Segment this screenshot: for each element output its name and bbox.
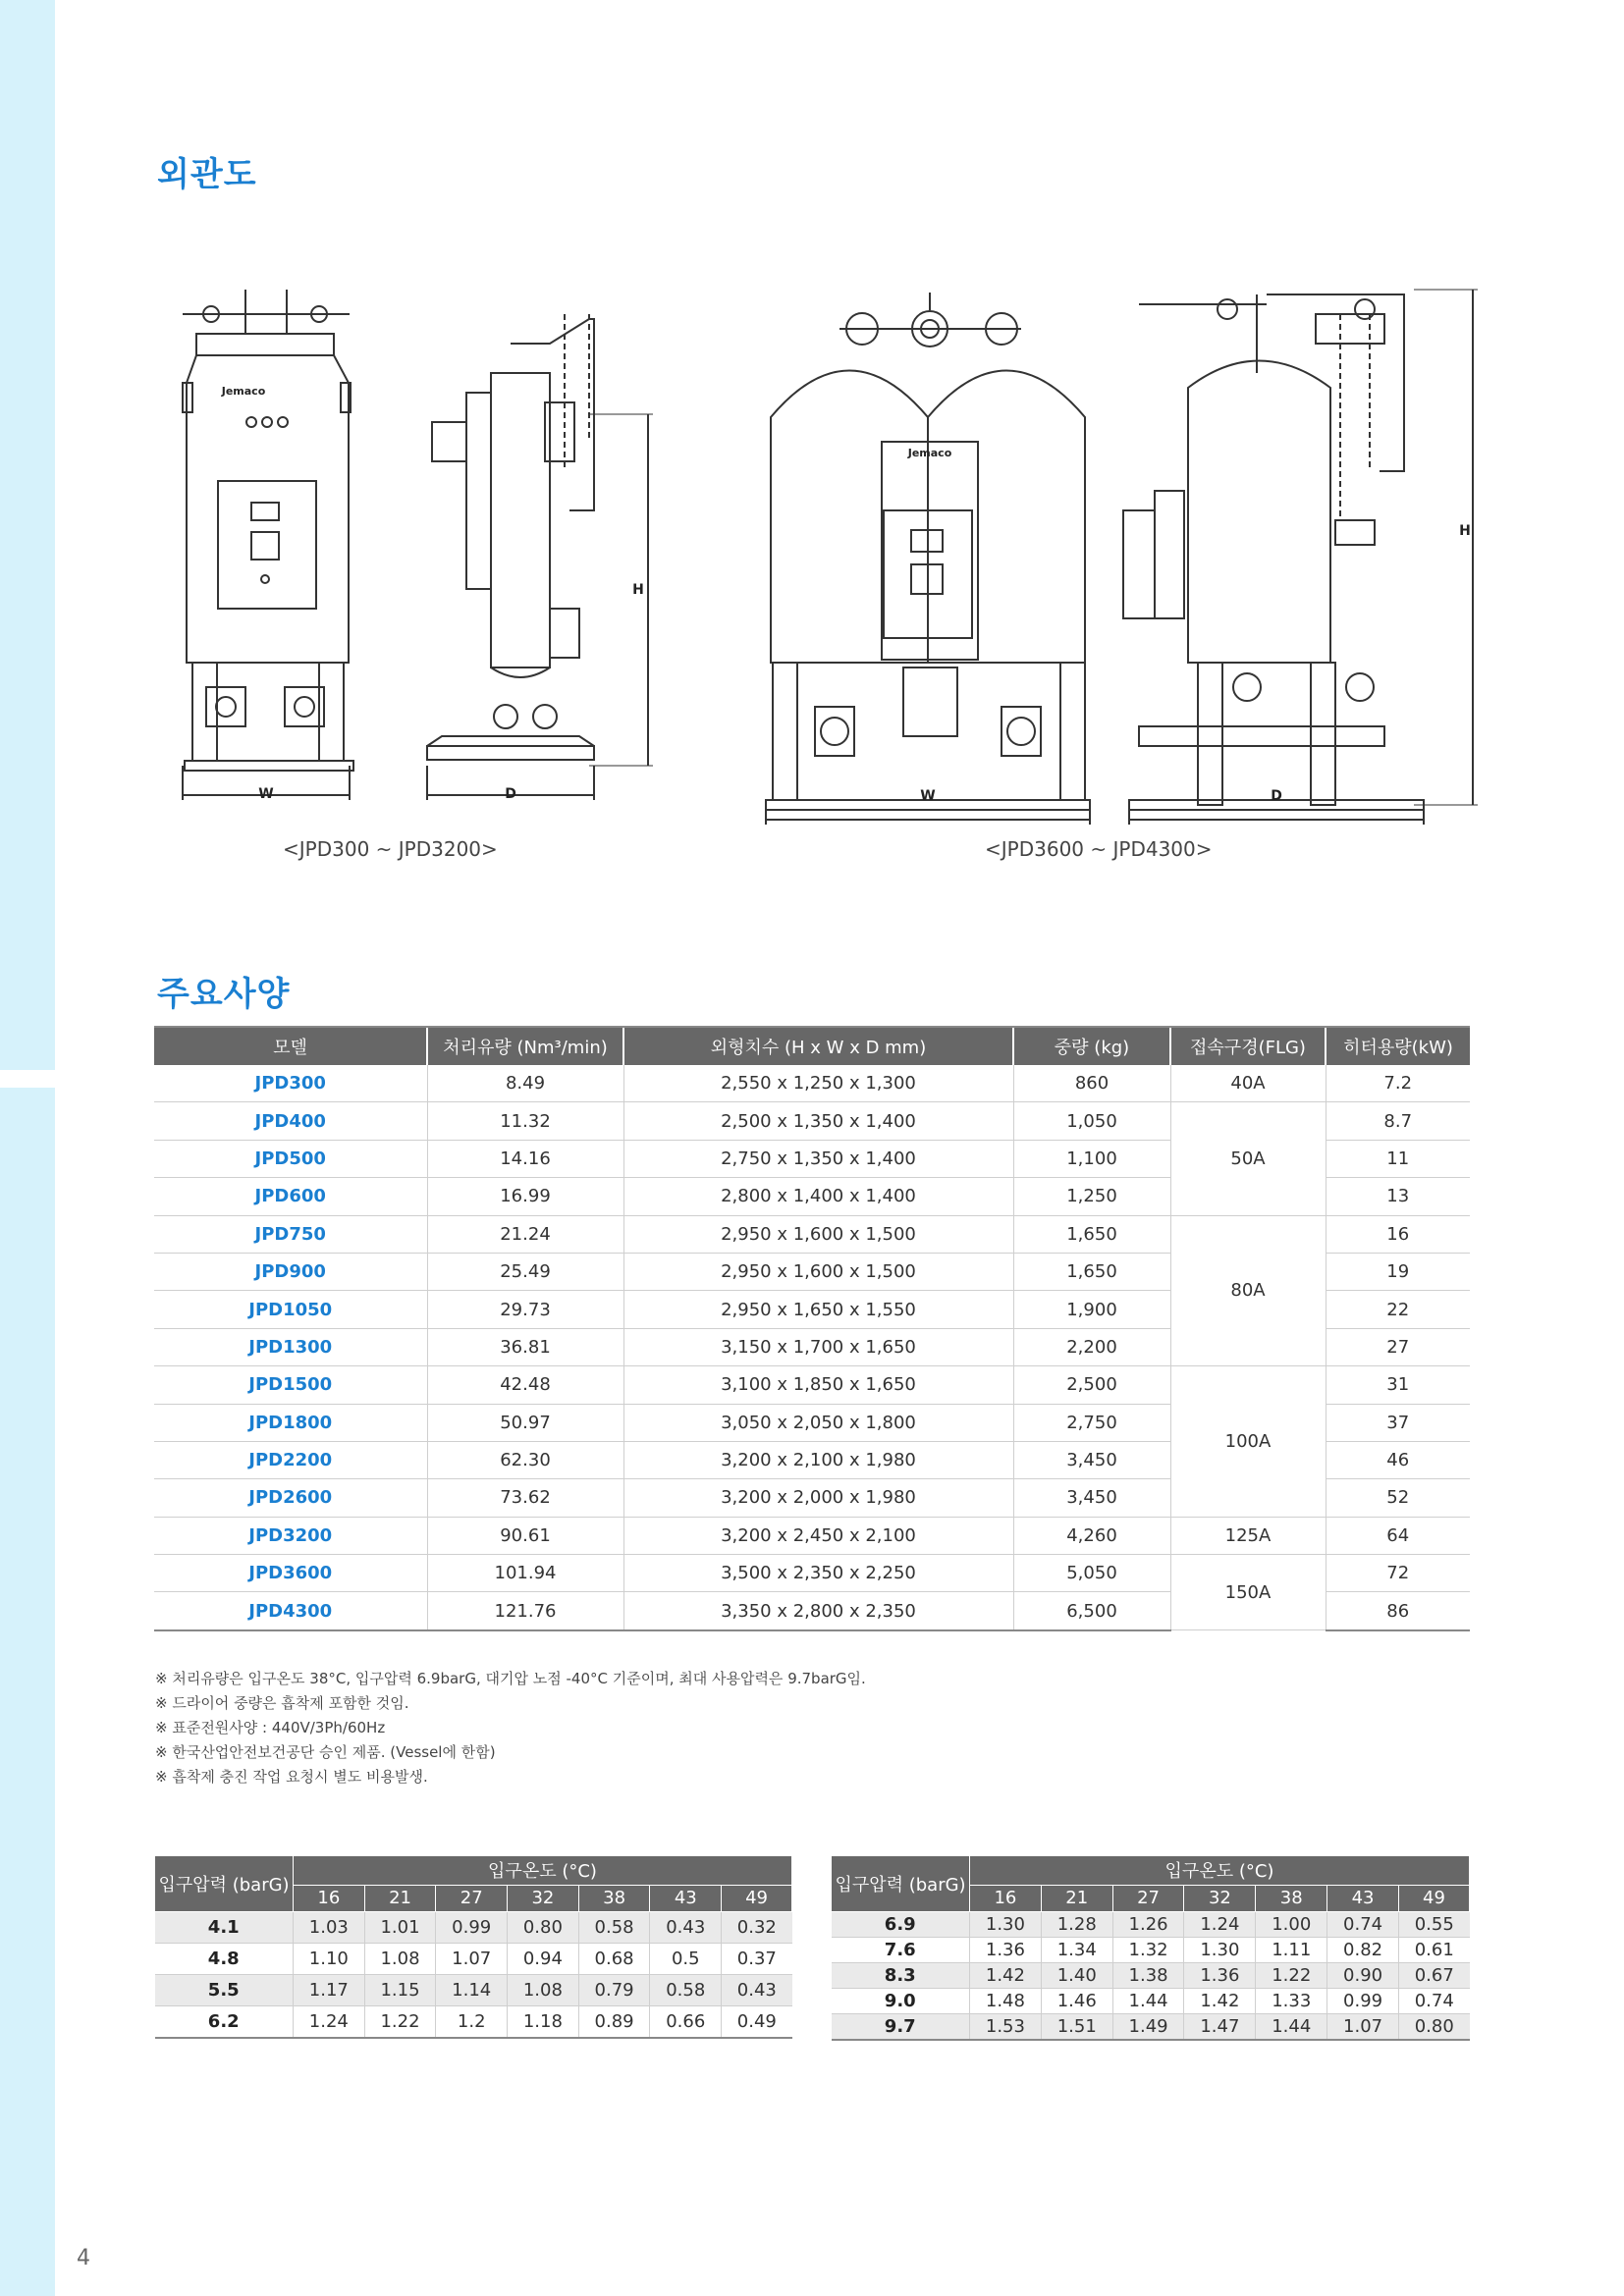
correction-factor: 0.32 — [722, 1912, 792, 1944]
spec-table-body — [154, 1065, 1470, 1630]
note-line: ※ 드라이어 중량은 흡착제 포함한 것임. — [155, 1694, 409, 1712]
brand-label-large: Jemaco — [907, 447, 952, 459]
model-cell: JPD2200 — [154, 1441, 427, 1478]
flow-cell: 11.32 — [427, 1102, 623, 1140]
label-w-large: W — [920, 788, 936, 804]
small-model-caption: <JPD300 ~ JPD3200> — [283, 837, 498, 861]
table-row — [832, 1989, 1470, 2014]
header-flow: 처리유량 (Nm³/min) — [427, 1027, 623, 1065]
pressure-value: 6.2 — [155, 2006, 294, 2039]
correction-factor: 1.00 — [1256, 1912, 1327, 1938]
sidebar-band-bottom — [0, 1088, 55, 2296]
pressure-value: 4.1 — [155, 1912, 294, 1944]
pressure-value: 5.5 — [155, 1975, 294, 2006]
correction-factor: 1.46 — [1041, 1989, 1112, 2014]
correction-factor: 1.30 — [970, 1912, 1042, 1938]
correction-factor: 0.49 — [722, 2006, 792, 2039]
flange-cell: 125A — [1170, 1517, 1326, 1554]
model-cell: JPD3600 — [154, 1555, 427, 1592]
correction-factor: 1.22 — [1256, 1963, 1327, 1989]
flange-cell: 80A — [1170, 1215, 1326, 1366]
correction-factor: 1.18 — [508, 2006, 579, 2039]
correction-factor: 0.58 — [650, 1975, 722, 2006]
model-cell: JPD300 — [154, 1065, 427, 1102]
flow-cell: 14.16 — [427, 1140, 623, 1177]
flow-cell: 90.61 — [427, 1517, 623, 1554]
table-row — [155, 1912, 792, 1944]
correction-factor: 0.74 — [1327, 1912, 1399, 1938]
temperature-column: 16 — [294, 1885, 365, 1911]
heater-cell: 52 — [1326, 1479, 1470, 1517]
dimensions-cell: 2,550 x 1,250 x 1,300 — [623, 1065, 1013, 1102]
table-row — [154, 1215, 1470, 1253]
correction-factor: 0.94 — [508, 1944, 579, 1975]
flow-cell: 16.99 — [427, 1178, 623, 1215]
pressure-value: 9.0 — [832, 1989, 970, 2014]
weight-cell: 2,750 — [1013, 1404, 1170, 1441]
temperature-header: 입구온도 (°C) — [294, 1856, 792, 1886]
table-row — [155, 1975, 792, 2006]
brand-label-small: Jemaco — [221, 385, 266, 398]
correction-factor: 1.51 — [1041, 2014, 1112, 2041]
heater-cell: 31 — [1326, 1366, 1470, 1404]
flange-cell: 100A — [1170, 1366, 1326, 1518]
note-line: ※ 한국산업안전보건공단 승인 제품. (Vessel에 한함) — [155, 1743, 496, 1761]
correction-factor: 1.36 — [1184, 1963, 1256, 1989]
correction-factor: 0.90 — [1327, 1963, 1399, 1989]
table-row — [154, 1065, 1470, 1102]
weight-cell: 1,650 — [1013, 1253, 1170, 1290]
temperature-column: 49 — [1398, 1885, 1469, 1911]
table-row — [832, 2014, 1470, 2041]
pressure-value: 4.8 — [155, 1944, 294, 1975]
temperature-column: 49 — [722, 1885, 792, 1911]
correction-factor: 0.74 — [1398, 1989, 1469, 2014]
heater-cell: 72 — [1326, 1555, 1470, 1592]
dimensions-cell: 3,500 x 2,350 x 2,250 — [623, 1555, 1013, 1592]
pressure-header: 입구압력 (barG) — [832, 1856, 970, 1912]
pressure-correction-table-low — [154, 1855, 792, 2039]
model-cell: JPD500 — [154, 1140, 427, 1177]
flow-cell: 25.49 — [427, 1253, 623, 1290]
table-row — [832, 1912, 1470, 1938]
model-cell: JPD600 — [154, 1178, 427, 1215]
correction-factor: 1.08 — [364, 1944, 436, 1975]
table-row — [155, 2006, 792, 2039]
temperature-column: 21 — [364, 1885, 436, 1911]
heater-cell: 16 — [1326, 1215, 1470, 1253]
flow-cell: 121.76 — [427, 1592, 623, 1630]
correction-factor: 0.66 — [650, 2006, 722, 2039]
note-line: ※ 흡착제 충진 작업 요청시 별도 비용발생. — [155, 1768, 428, 1786]
correction-factor: 0.67 — [1398, 1963, 1469, 1989]
dimensions-cell: 2,950 x 1,600 x 1,500 — [623, 1215, 1013, 1253]
correction-factor: 1.24 — [1184, 1912, 1256, 1938]
flow-cell: 8.49 — [427, 1065, 623, 1102]
model-cell: JPD750 — [154, 1215, 427, 1253]
correction-factor: 0.43 — [722, 1975, 792, 2006]
heater-cell: 46 — [1326, 1441, 1470, 1478]
table-row — [154, 1517, 1470, 1554]
model-cell: JPD1300 — [154, 1328, 427, 1365]
correction-factor: 1.2 — [436, 2006, 508, 2039]
correction-factor: 0.37 — [722, 1944, 792, 1975]
flow-cell: 29.73 — [427, 1291, 623, 1328]
header-dimensions: 외형치수 (H x W x D mm) — [623, 1027, 1013, 1065]
table-row — [832, 1963, 1470, 1989]
heater-cell: 22 — [1326, 1291, 1470, 1328]
temperature-column: 27 — [1112, 1885, 1184, 1911]
correction-factor: 1.38 — [1112, 1963, 1184, 1989]
spec-table — [154, 1026, 1470, 1631]
weight-cell: 1,250 — [1013, 1178, 1170, 1215]
pressure-value: 7.6 — [832, 1938, 970, 1963]
page-number: 4 — [77, 2246, 90, 2270]
correction-factor: 0.99 — [1327, 1989, 1399, 2014]
dimensions-cell: 3,200 x 2,450 x 2,100 — [623, 1517, 1013, 1554]
table-row — [154, 1555, 1470, 1592]
correction-factor: 1.15 — [364, 1975, 436, 2006]
note-line: ※ 처리유량은 입구온도 38°C, 입구압력 6.9barG, 대기압 노점 -40°C 기준이며, 최대 사용압력은 9.7barG임. — [155, 1670, 866, 1687]
flow-cell: 21.24 — [427, 1215, 623, 1253]
header-model: 모델 — [154, 1027, 427, 1065]
weight-cell: 2,200 — [1013, 1328, 1170, 1365]
weight-cell: 1,650 — [1013, 1215, 1170, 1253]
label-h-small: H — [632, 582, 644, 598]
temperature-column: 32 — [508, 1885, 579, 1911]
correction-factor: 1.48 — [970, 1989, 1042, 2014]
correction-factor: 1.42 — [1184, 1989, 1256, 2014]
table-row — [155, 1944, 792, 1975]
dimensions-cell: 2,500 x 1,350 x 1,400 — [623, 1102, 1013, 1140]
correction-factor: 1.32 — [1112, 1938, 1184, 1963]
dimensions-cell: 3,350 x 2,800 x 2,350 — [623, 1592, 1013, 1630]
correction-factor: 1.07 — [436, 1944, 508, 1975]
flange-cell: 50A — [1170, 1102, 1326, 1215]
heater-cell: 86 — [1326, 1592, 1470, 1630]
dimensions-cell: 3,100 x 1,850 x 1,650 — [623, 1366, 1013, 1404]
temperature-column: 27 — [436, 1885, 508, 1911]
flow-cell: 42.48 — [427, 1366, 623, 1404]
heater-cell: 19 — [1326, 1253, 1470, 1290]
temperature-column: 43 — [1327, 1885, 1399, 1911]
weight-cell: 2,500 — [1013, 1366, 1170, 1404]
heater-cell: 8.7 — [1326, 1102, 1470, 1140]
correction-factor: 1.03 — [294, 1912, 365, 1944]
flange-cell: 40A — [1170, 1065, 1326, 1102]
equipment-drawings — [0, 275, 1624, 825]
heater-cell: 37 — [1326, 1404, 1470, 1441]
model-cell: JPD3200 — [154, 1517, 427, 1554]
pressure-value: 6.9 — [832, 1912, 970, 1938]
model-cell: JPD400 — [154, 1102, 427, 1140]
heater-cell: 11 — [1326, 1140, 1470, 1177]
weight-cell: 1,050 — [1013, 1102, 1170, 1140]
correction-factor: 0.80 — [508, 1912, 579, 1944]
correction-factor: 1.44 — [1112, 1989, 1184, 2014]
header-flange: 접속구경(FLG) — [1170, 1027, 1326, 1065]
weight-cell: 3,450 — [1013, 1479, 1170, 1517]
model-cell: JPD4300 — [154, 1592, 427, 1630]
correction-factor: 1.40 — [1041, 1963, 1112, 1989]
correction-factor: 1.49 — [1112, 2014, 1184, 2041]
dimensions-cell: 2,950 x 1,600 x 1,500 — [623, 1253, 1013, 1290]
dimensions-cell: 3,200 x 2,100 x 1,980 — [623, 1441, 1013, 1478]
correction-factor: 1.42 — [970, 1963, 1042, 1989]
exterior-section-title: 외관도 — [157, 155, 257, 194]
table-row — [154, 1366, 1470, 1404]
correction-factor: 1.14 — [436, 1975, 508, 2006]
model-cell: JPD2600 — [154, 1479, 427, 1517]
correction-factor: 1.17 — [294, 1975, 365, 2006]
heater-cell: 64 — [1326, 1517, 1470, 1554]
pressure-value: 9.7 — [832, 2014, 970, 2041]
temperature-column: 16 — [970, 1885, 1042, 1911]
model-cell: JPD1500 — [154, 1366, 427, 1404]
correction-factor: 0.82 — [1327, 1938, 1399, 1963]
weight-cell: 1,100 — [1013, 1140, 1170, 1177]
label-w-small: W — [258, 786, 274, 802]
header-weight: 중량 (kg) — [1013, 1027, 1170, 1065]
model-cell: JPD1050 — [154, 1291, 427, 1328]
temperature-header: 입구온도 (°C) — [970, 1856, 1470, 1886]
label-d-large: D — [1271, 788, 1282, 804]
flow-cell: 62.30 — [427, 1441, 623, 1478]
model-cell: JPD900 — [154, 1253, 427, 1290]
flow-cell: 36.81 — [427, 1328, 623, 1365]
correction-factor: 1.34 — [1041, 1938, 1112, 1963]
spec-header-row — [154, 1027, 1470, 1065]
flange-cell: 150A — [1170, 1555, 1326, 1630]
correction-factor: 0.99 — [436, 1912, 508, 1944]
correction-factor: 0.79 — [578, 1975, 650, 2006]
large-front-view — [766, 293, 1090, 825]
spec-notes — [155, 1667, 866, 1789]
correction-factor: 1.47 — [1184, 2014, 1256, 2041]
small-side-view — [427, 314, 653, 800]
note-line: ※ 표준전원사양 : 440V/3Ph/60Hz — [155, 1719, 386, 1736]
dimensions-cell: 3,050 x 2,050 x 1,800 — [623, 1404, 1013, 1441]
correction-factor: 1.22 — [364, 2006, 436, 2039]
label-d-small: D — [505, 786, 516, 802]
correction-factor: 0.43 — [650, 1912, 722, 1944]
weight-cell: 3,450 — [1013, 1441, 1170, 1478]
temperature-column: 32 — [1184, 1885, 1256, 1911]
large-side-view — [1123, 290, 1478, 825]
table-row — [832, 1938, 1470, 1963]
pressure-value: 8.3 — [832, 1963, 970, 1989]
temperature-column: 38 — [578, 1885, 650, 1911]
correction-factor: 0.80 — [1398, 2014, 1469, 2041]
correction-factor: 1.11 — [1256, 1938, 1327, 1963]
temperature-column: 38 — [1256, 1885, 1327, 1911]
dimensions-cell: 2,950 x 1,650 x 1,550 — [623, 1291, 1013, 1328]
correction-factor: 1.53 — [970, 2014, 1042, 2041]
table-row — [154, 1102, 1470, 1140]
temperature-column: 43 — [650, 1885, 722, 1911]
correction-factor: 1.44 — [1256, 2014, 1327, 2041]
weight-cell: 1,900 — [1013, 1291, 1170, 1328]
weight-cell: 860 — [1013, 1065, 1170, 1102]
correction-factor: 0.5 — [650, 1944, 722, 1975]
weight-cell: 5,050 — [1013, 1555, 1170, 1592]
correction-factor: 0.55 — [1398, 1912, 1469, 1938]
correction-factor: 1.08 — [508, 1975, 579, 2006]
dimensions-cell: 2,800 x 1,400 x 1,400 — [623, 1178, 1013, 1215]
dimensions-cell: 3,150 x 1,700 x 1,650 — [623, 1328, 1013, 1365]
heater-cell: 13 — [1326, 1178, 1470, 1215]
model-cell: JPD1800 — [154, 1404, 427, 1441]
header-heater: 히터용량(kW) — [1326, 1027, 1470, 1065]
correction-factor: 0.68 — [578, 1944, 650, 1975]
correction-factor: 1.24 — [294, 2006, 365, 2039]
small-front-view — [183, 290, 353, 800]
correction-factor: 1.01 — [364, 1912, 436, 1944]
correction-factor: 1.26 — [1112, 1912, 1184, 1938]
specs-section-title: 주요사양 — [157, 975, 291, 1014]
correction-factor: 1.28 — [1041, 1912, 1112, 1938]
label-h-large: H — [1459, 523, 1471, 539]
flow-cell: 101.94 — [427, 1555, 623, 1592]
correction-factor: 1.07 — [1327, 2014, 1399, 2041]
correction-factor: 1.30 — [1184, 1938, 1256, 1963]
pressure-header: 입구압력 (barG) — [155, 1856, 294, 1912]
correction-factor: 1.36 — [970, 1938, 1042, 1963]
temperature-column: 21 — [1041, 1885, 1112, 1911]
correction-factor: 1.10 — [294, 1944, 365, 1975]
flow-cell: 73.62 — [427, 1479, 623, 1517]
heater-cell: 27 — [1326, 1328, 1470, 1365]
dimensions-cell: 2,750 x 1,350 x 1,400 — [623, 1140, 1013, 1177]
weight-cell: 4,260 — [1013, 1517, 1170, 1554]
correction-factor: 0.89 — [578, 2006, 650, 2039]
correction-factor: 1.33 — [1256, 1989, 1327, 2014]
dimensions-cell: 3,200 x 2,000 x 1,980 — [623, 1479, 1013, 1517]
correction-factor: 0.58 — [578, 1912, 650, 1944]
heater-cell: 7.2 — [1326, 1065, 1470, 1102]
pressure-correction-table-high — [831, 1855, 1470, 2041]
weight-cell: 6,500 — [1013, 1592, 1170, 1630]
correction-factor: 0.61 — [1398, 1938, 1469, 1963]
large-model-caption: <JPD3600 ~ JPD4300> — [985, 837, 1213, 861]
flow-cell: 50.97 — [427, 1404, 623, 1441]
